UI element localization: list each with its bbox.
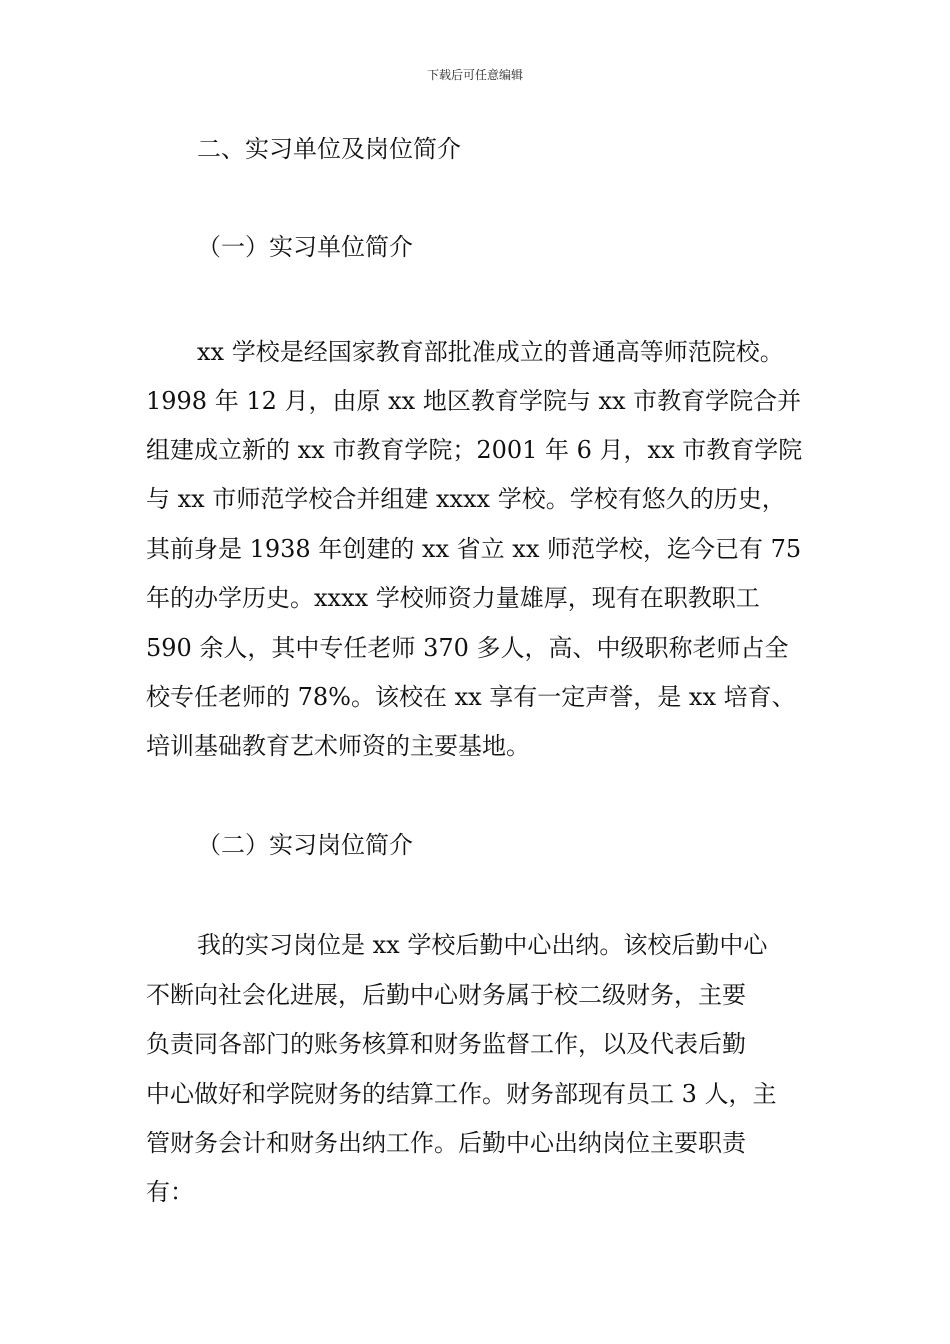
paragraph-line: 校专任老师的 78%。该校在 xx 享有一定声誉，是 xx 培育、 — [146, 683, 796, 711]
paragraph-line: 中心做好和学院财务的结算工作。财务部现有员工 3 人，主 — [146, 1080, 777, 1108]
header-note: 下载后可任意编辑 — [426, 68, 523, 82]
subsection-title-unit: （一）实习单位简介 — [197, 233, 413, 261]
paragraph-line: 与 xx 市师范学校合并组建 xxxx 学校。学校有悠久的历史， — [146, 485, 786, 513]
paragraph-line: 有： — [146, 1178, 194, 1206]
paragraph-line: 负责同各部门的账务核算和财务监督工作，以及代表后勤 — [146, 1030, 746, 1058]
subsection-title-post: （二）实习岗位简介 — [197, 831, 413, 859]
paragraph-line: 管财务会计和财务出纳工作。后勤中心出纳岗位主要职责 — [146, 1129, 746, 1157]
paragraph-line: 年的办学历史。xxxx 学校师资力量雄厚，现有在职教职工 — [146, 584, 760, 612]
paragraph-line: 1998 年 12 月，由原 xx 地区教育学院与 xx 市教育学院合并 — [146, 387, 802, 415]
paragraph-line: xx 学校是经国家教育部批准成立的普通高等师范院校。 — [197, 338, 784, 366]
paragraph-line: 其前身是 1938 年创建的 xx 省立 xx 师范学校，迄今已有 75 — [146, 535, 802, 563]
paragraph-line: 不断向社会化进展，后勤中心财务属于校二级财务，主要 — [146, 981, 746, 1009]
paragraph-line: 我的实习岗位是 xx 学校后勤中心出纳。该校后勤中心 — [197, 931, 768, 959]
section-title: 二、实习单位及岗位简介 — [197, 135, 461, 163]
paragraph-line: 590 余人，其中专任老师 370 多人，高、中级职称老师占全 — [146, 634, 789, 662]
paragraph-line: 培训基础教育艺术师资的主要基地。 — [146, 732, 530, 760]
paragraph-line: 组建成立新的 xx 市教育学院；2001 年 6 月，xx 市教育学院 — [146, 436, 803, 464]
